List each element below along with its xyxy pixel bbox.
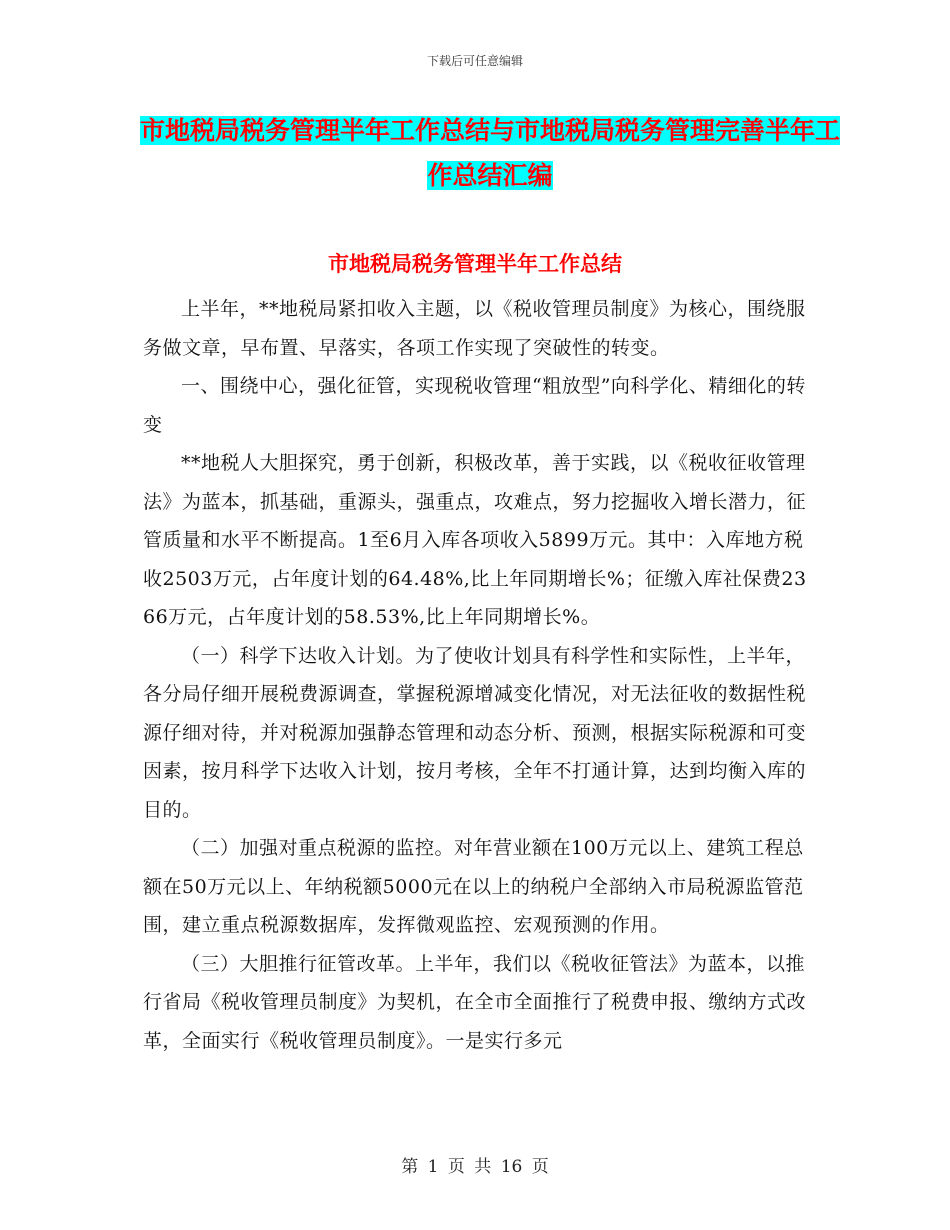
paragraph: （三）大胆推行征管改革。上半年，我们以《税收征管法》为蓝本，以推行省局《税收管理员制度》为契机，在全市全面推行了税费申报、缴纳方式改革，全面实行《税收管理员制度》。一是实行多元 <box>143 952 807 1052</box>
document-title <box>140 108 840 198</box>
paragraph: （一）科学下达收入计划。为了使收计划具有科学性和实际性，上半年，各分局仔细开展税费源调查，掌握税源增减变化情况，对无法征收的数据性税源仔细对待，并对税源加强静态管理和动态分析、预测，根据实际税源和可变因素，按月科学下达收入计划，按月考核，全年不打通计算，达到均衡入库的目的。 <box>143 644 807 821</box>
paragraph: 上半年，**地税局紧扣收入主题，以《税收管理员制度》为核心，围绕服务做文章，早布置、早落实，各项工作实现了突破性的转变。 <box>143 298 806 359</box>
paragraph: **地税人大胆探究，勇于创新，积极改革，善于实践，以《税收征收管理法》为蓝本，抓基础，重源头，强重点，攻难点，努力挖掘收入增长潜力，征管质量和水平不断提高。1至6月入库各项收入5899万元。其中：入库地方税收2503万元，占年度计划的64.48%,比上年同期增长%；征缴入库社保费2366万元，占年度计划的58.53%,比上年同期增长%。 <box>143 452 807 628</box>
document-body <box>143 290 815 1060</box>
section-title: 市地税局税务管理半年工作总结 <box>328 252 622 276</box>
document-title-text: 市地税局税务管理半年工作总结与市地税局税务管理完善半年工作总结汇编 <box>140 116 841 190</box>
paragraph: 一、围绕中心，强化征管，实现税收管理“粗放型”向科学化、精细化的转变 <box>143 375 806 436</box>
paragraph: （二）加强对重点税源的监控。对年营业额在100万元以上、建筑工程总额在50万元以上、年纳税额5000元在以上的纳税户全部纳入市局税源监管范围，建立重点税源数据库，发挥微观监控、宏观预测的作用。 <box>143 837 804 936</box>
header-note: 下载后可任意编辑 <box>426 54 523 68</box>
page-number: 第 1 页 共 16 页 <box>401 1157 549 1177</box>
